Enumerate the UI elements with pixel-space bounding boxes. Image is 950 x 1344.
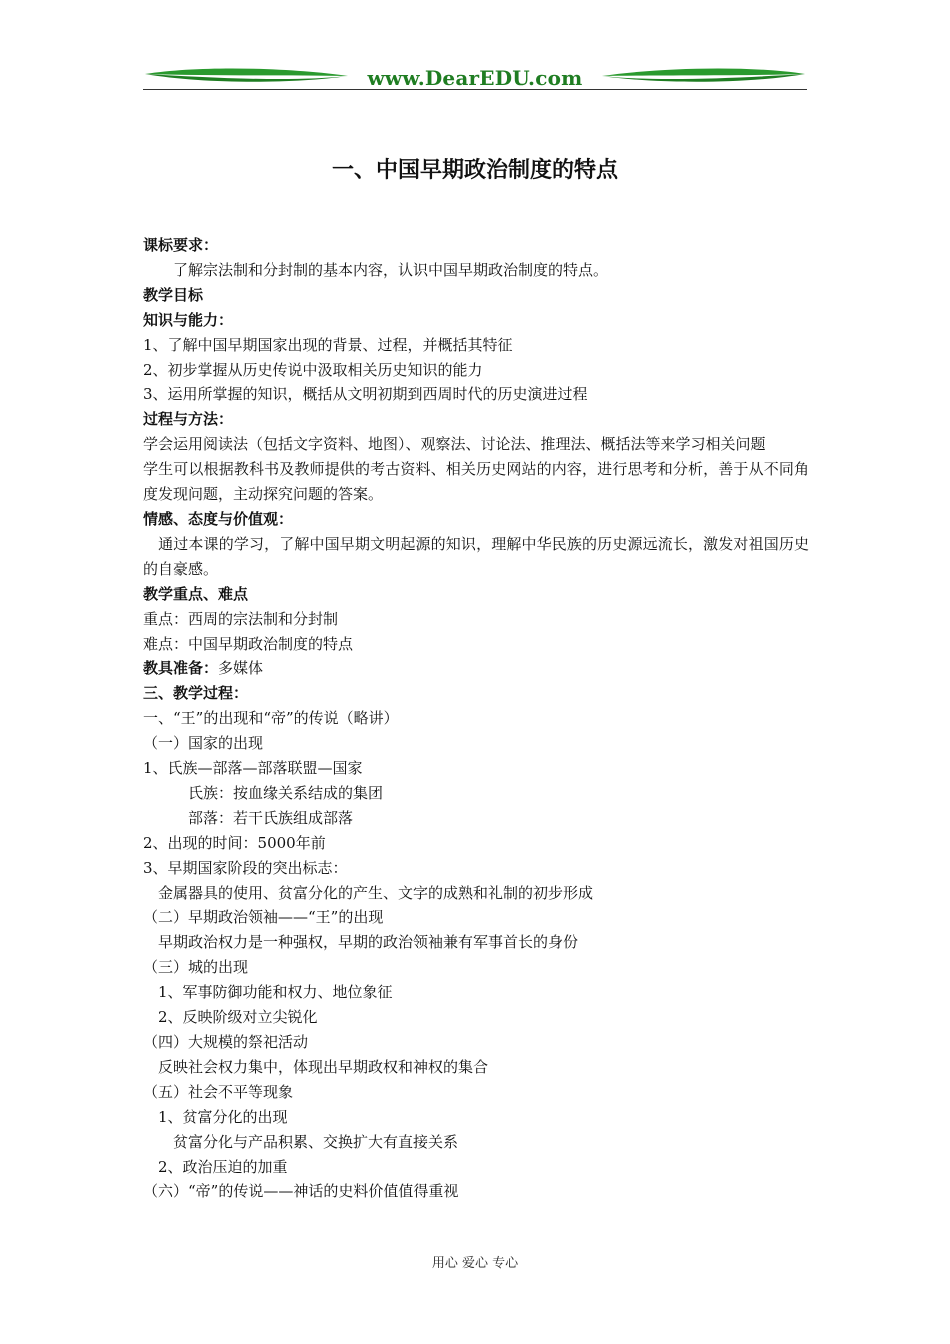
line-value: 多媒体 — [218, 659, 264, 678]
body-line: 反映社会权力集中，体现出早期政权和神权的集合 — [143, 1057, 489, 1076]
body-line: （一）国家的出现 — [143, 734, 264, 753]
body-line: 早期政治权力是一种强权，早期的政治领袖兼有军事首长的身份 — [143, 933, 579, 952]
body-line: 贫富分化与产品积累、交换扩大有直接关系 — [143, 1132, 459, 1151]
body-line: （四）大规模的祭祀活动 — [143, 1033, 309, 1051]
body-line: 教学目标 — [143, 285, 204, 304]
body-line: 2、反映阶级对立尖锐化 — [143, 1008, 318, 1027]
body-line: 过程与方法： — [143, 410, 234, 429]
line-label: 教具准备： — [143, 659, 219, 678]
body-line: 通过本课的学习，了解中国早期文明起源的知识，理解中华民族的历史源远流长，激发对祖国历史的自豪感。 — [143, 534, 809, 578]
body-line: 1、贫富分化的出现 — [143, 1107, 288, 1126]
body-line: 三、教学过程： — [143, 684, 249, 703]
body-line: 教学重点、难点 — [143, 584, 249, 603]
body-line: 氏族：按血缘关系结成的集团 — [143, 783, 384, 802]
body-line: 2、政治压迫的加重 — [143, 1157, 288, 1176]
body-line: 金属器具的使用、贫富分化的产生、文字的成熟和礼制的初步形成 — [143, 883, 594, 902]
body-line: （二）早期政治领袖——“王”的出现 — [143, 908, 384, 927]
body-line: 1、氏族—部落—部落联盟—国家 — [143, 759, 363, 778]
body-line: （六）“帝”的传说——神话的史料价值值得重视 — [143, 1182, 459, 1201]
site-header-banner — [143, 62, 807, 92]
body-line: 学会运用阅读法（包括文字资料、地图）、观察法、讨论法、推理法、概括法等来学习相关问题 — [143, 435, 766, 454]
body-line: 1、军事防御功能和权力、地位象征 — [143, 983, 393, 1002]
body-line: （三）城的出现 — [143, 958, 249, 977]
body-line: 一、“王”的出现和“帝”的传说（略讲） — [143, 709, 399, 728]
document-title: 一、中国早期政治制度的特点 — [331, 158, 618, 183]
body-line: （五）社会不平等现象 — [143, 1082, 294, 1101]
document-body — [143, 233, 809, 1204]
site-logo-text: www.DearEDU.com — [367, 66, 583, 90]
body-line: 重点：西周的宗法制和分封制 — [143, 609, 339, 628]
body-line: 难点：中国早期政治制度的特点 — [143, 634, 354, 653]
body-line: 了解宗法制和分封制的基本内容，认识中国早期政治制度的特点。 — [143, 260, 609, 279]
body-line: 知识与能力： — [143, 310, 234, 329]
page-footer: 用心 爱心 专心 — [431, 1256, 519, 1271]
body-line: 2、初步掌握从历史传说中汲取相关历史知识的能力 — [143, 360, 483, 379]
body-line: 3、运用所掌握的知识，概括从文明初期到西周时代的历史演进过程 — [143, 385, 588, 404]
header-divider — [143, 89, 807, 90]
body-line: 2、出现的时间：5000年前 — [143, 833, 326, 852]
body-line: 学生可以根据教科书及教师提供的考古资料、相关历史网站的内容，进行思考和分析，善于从不同角度发现问题，主动探究问题的答案。 — [143, 460, 809, 504]
body-line: 部落：若干氏族组成部落 — [143, 808, 354, 827]
body-line: 1、了解中国早期国家出现的背景、过程，并概括其特征 — [143, 335, 513, 354]
body-line: 情感、态度与价值观： — [143, 509, 294, 528]
body-line: 课标要求： — [143, 236, 219, 254]
body-line — [143, 656, 809, 681]
body-line: 3、早期国家阶段的突出标志： — [143, 858, 348, 877]
